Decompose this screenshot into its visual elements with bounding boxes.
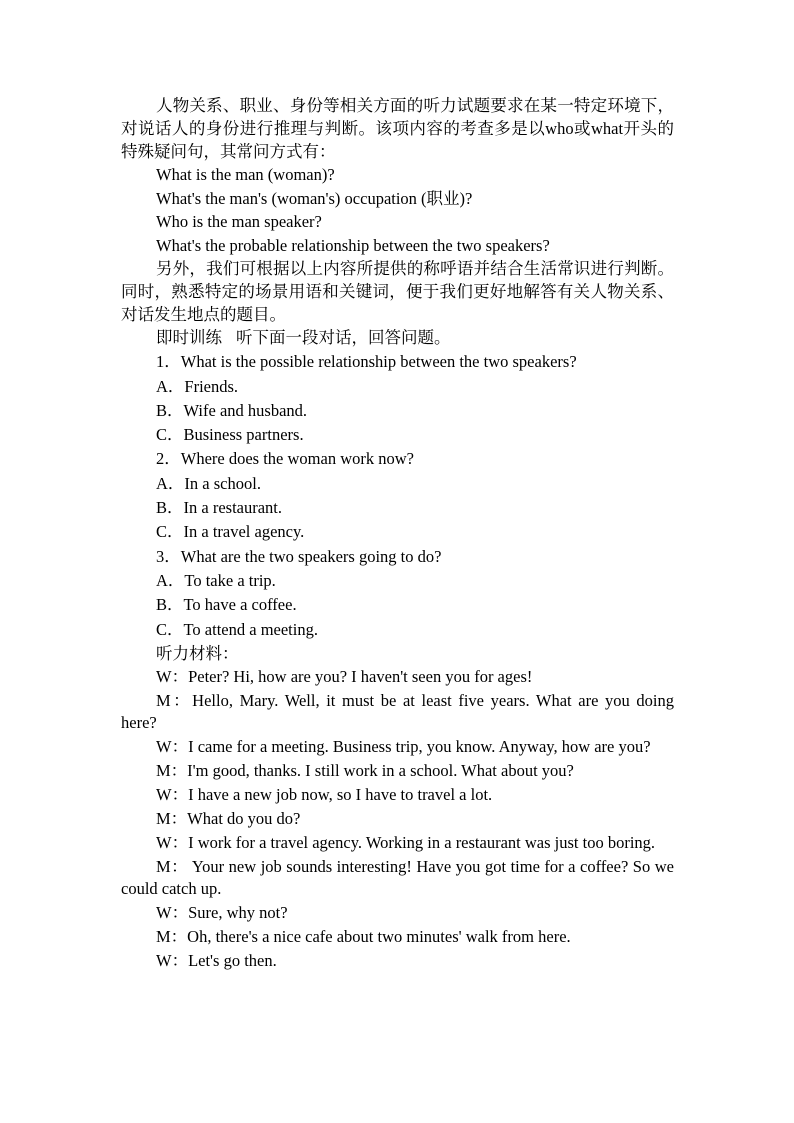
answer-option: A．Friends.	[156, 376, 239, 396]
answer-option: C．Business partners.	[156, 425, 304, 445]
question-item: 1．What is the possible relationship between the two speakers?	[156, 352, 577, 372]
dialogue-line: W：I came for a meeting. Business trip, you know. Anyway, how are you?	[156, 737, 651, 757]
answer-option: C．In a travel agency.	[156, 522, 305, 542]
question-item: 2．Where does the woman work now?	[156, 449, 414, 469]
example-question: What's the probable relationship between the two speakers?	[156, 235, 550, 255]
answer-option: A．To take a trip.	[156, 570, 276, 590]
dialogue-line: W：I work for a travel agency. Working in a restaurant was just too boring.	[156, 833, 656, 853]
document-page	[121, 94, 674, 974]
dialogue-line: M： Your new job sounds interesting! Have you got time for a coffee? So we could catch up.	[121, 857, 674, 899]
example-question: What's the man's (woman's) occupation (职业)?	[156, 188, 473, 208]
answer-option: C．To attend a meeting.	[156, 619, 318, 639]
practice-instruction: 听下面一段对话，回答问题。	[236, 328, 451, 347]
intro-paragraph: 人物关系、职业、身份等相关方面的听力试题要求在某一特定环境下，对说话人的身份进行推理与判断。该项内容的考查多是以who或what开头的特殊疑问句，其常问方式有：	[121, 96, 674, 161]
intro-paragraph-2: 另外，我们可根据以上内容所提供的称呼语并结合生活常识进行判断。同时，熟悉特定的场景用语和关键词，便于我们更好地解答有关人物关系、对话发生地点的题目。	[121, 259, 674, 324]
answer-option: A．In a school.	[156, 473, 261, 493]
practice-title: 即时训练	[156, 328, 222, 347]
dialogue-line: W：Peter? Hi, how are you? I haven't seen you for ages!	[156, 667, 533, 687]
dialogue-line: M：What do you do?	[156, 809, 301, 829]
answer-option: B．In a restaurant.	[156, 498, 282, 518]
answer-option: B．To have a coffee.	[156, 595, 297, 615]
transcript-title: 听力材料：	[156, 643, 239, 663]
practice-heading	[121, 326, 674, 350]
dialogue-line: W：I have a new job now, so I have to travel a lot.	[156, 785, 493, 805]
dialogue-line: M：Oh, there's a nice cafe about two minutes' walk from here.	[156, 927, 571, 947]
example-question: What is the man (woman)?	[156, 165, 335, 184]
dialogue-line: M：Hello, Mary. Well, it must be at least five years. What are you doing here?	[121, 691, 674, 733]
dialogue-line: M：I'm good, thanks. I still work in a school. What about you?	[156, 761, 574, 781]
answer-option: B．Wife and husband.	[156, 400, 308, 420]
dialogue-line: W：Let's go then.	[156, 951, 277, 971]
question-item: 3．What are the two speakers going to do?	[156, 546, 442, 566]
dialogue-line: W：Sure, why not?	[156, 903, 288, 923]
example-question: Who is the man speaker?	[156, 212, 322, 231]
